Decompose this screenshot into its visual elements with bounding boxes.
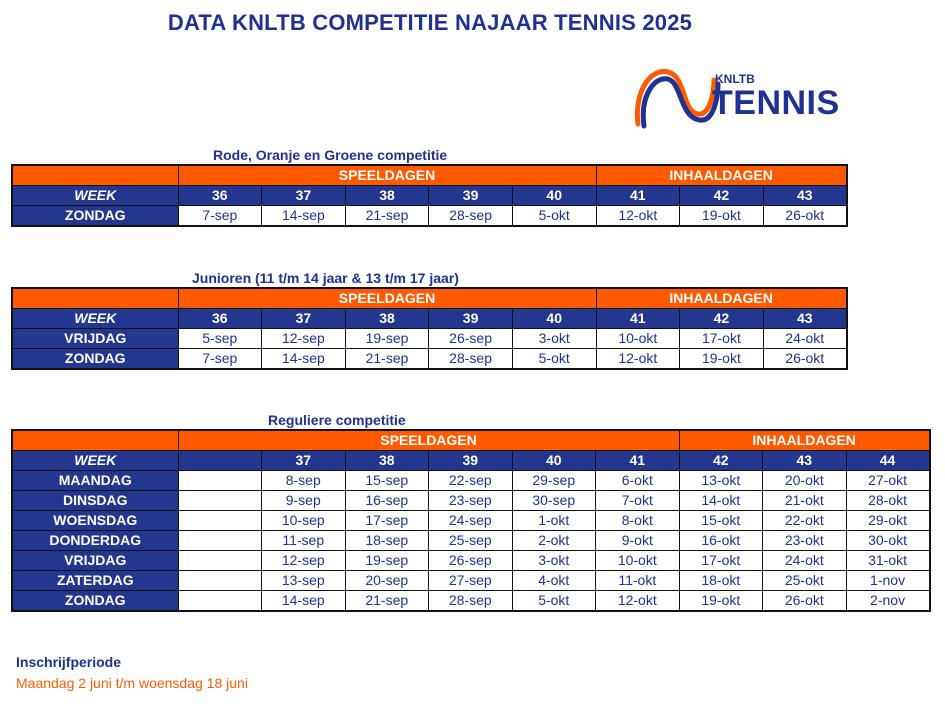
table-row xyxy=(12,511,930,531)
date-cell xyxy=(178,571,262,591)
date-cell: 16-okt xyxy=(679,531,763,551)
date-cell: 14-sep xyxy=(262,206,346,227)
date-cell xyxy=(178,531,262,551)
date-cell: 12-sep xyxy=(262,551,346,571)
date-cell: 26-okt xyxy=(763,591,847,612)
date-cell: 4-okt xyxy=(512,571,596,591)
date-cell: 12-okt xyxy=(596,206,680,227)
date-cell: 7-okt xyxy=(596,491,680,511)
table-row xyxy=(12,349,847,370)
date-cell: 12-okt xyxy=(596,591,680,612)
week-cell: 41 xyxy=(596,186,680,206)
date-cell: 28-okt xyxy=(846,491,930,511)
week-row xyxy=(12,309,847,329)
week-row xyxy=(12,186,847,206)
date-cell: 1-nov xyxy=(846,571,930,591)
date-cell: 18-okt xyxy=(679,571,763,591)
week-cell: 36 xyxy=(178,309,262,329)
empty-header-cell xyxy=(12,165,178,186)
date-cell: 19-okt xyxy=(680,349,764,370)
date-cell: 19-sep xyxy=(345,551,429,571)
week-label: WEEK xyxy=(12,309,178,329)
day-label: VRIJDAG xyxy=(12,551,178,571)
date-cell: 2-nov xyxy=(846,591,930,612)
inhaaldagen-header: INHAALDAGEN xyxy=(679,430,930,451)
table-row xyxy=(12,571,930,591)
table-reguliere-competitie xyxy=(11,429,931,612)
speeldagen-header: SPEELDAGEN xyxy=(178,288,596,309)
week-cell: 42 xyxy=(679,451,763,471)
empty-header-cell xyxy=(12,288,178,309)
table-row xyxy=(12,531,930,551)
week-cell: 38 xyxy=(345,309,429,329)
date-cell: 19-sep xyxy=(345,329,429,349)
date-cell: 14-sep xyxy=(262,349,346,370)
week-cell: 43 xyxy=(763,451,847,471)
date-cell: 28-sep xyxy=(429,349,513,370)
date-cell: 22-sep xyxy=(429,471,513,491)
date-cell xyxy=(178,511,262,531)
date-cell: 10-sep xyxy=(262,511,346,531)
date-cell: 27-okt xyxy=(846,471,930,491)
week-cell: 44 xyxy=(846,451,930,471)
day-label: ZONDAG xyxy=(12,206,178,227)
speeldagen-header: SPEELDAGEN xyxy=(178,430,679,451)
date-cell: 5-okt xyxy=(512,206,596,227)
week-cell: 43 xyxy=(763,309,847,329)
table-header-row xyxy=(12,165,847,186)
registration-title: Inschrijfperiode xyxy=(16,654,122,670)
week-cell: 37 xyxy=(262,309,346,329)
week-cell: 40 xyxy=(512,186,596,206)
table-header-row xyxy=(12,288,847,309)
date-cell: 7-sep xyxy=(178,206,262,227)
date-cell: 26-okt xyxy=(763,349,847,370)
date-cell xyxy=(178,471,262,491)
week-cell: 39 xyxy=(429,451,513,471)
date-cell: 25-sep xyxy=(429,531,513,551)
date-cell: 24-okt xyxy=(763,551,847,571)
date-cell: 24-sep xyxy=(429,511,513,531)
date-cell: 17-okt xyxy=(679,551,763,571)
date-cell: 2-okt xyxy=(512,531,596,551)
date-cell: 30-okt xyxy=(846,531,930,551)
date-cell: 19-okt xyxy=(680,206,764,227)
table-row xyxy=(12,491,930,511)
week-cell xyxy=(178,451,262,471)
date-cell: 30-sep xyxy=(512,491,596,511)
day-label: ZONDAG xyxy=(12,591,178,612)
week-cell: 41 xyxy=(596,451,680,471)
date-cell: 5-okt xyxy=(512,349,596,370)
date-cell: 11-sep xyxy=(262,531,346,551)
date-cell: 6-okt xyxy=(596,471,680,491)
date-cell: 21-sep xyxy=(345,206,429,227)
week-cell: 38 xyxy=(345,451,429,471)
empty-header-cell xyxy=(12,430,178,451)
week-cell: 39 xyxy=(429,309,513,329)
table2-caption: Junioren (11 t/m 14 jaar & 13 t/m 17 jaar) xyxy=(192,270,459,286)
logo-tennis-text: TENNIS xyxy=(712,84,840,122)
week-row xyxy=(12,451,930,471)
week-cell: 37 xyxy=(262,186,346,206)
date-cell: 21-sep xyxy=(345,349,429,370)
day-label: DONDERDAG xyxy=(12,531,178,551)
date-cell: 13-sep xyxy=(262,571,346,591)
date-cell: 29-okt xyxy=(846,511,930,531)
date-cell: 8-sep xyxy=(262,471,346,491)
week-cell: 36 xyxy=(178,186,262,206)
date-cell: 23-okt xyxy=(763,531,847,551)
registration-text: Maandag 2 juni t/m woensdag 18 juni xyxy=(16,675,248,691)
date-cell: 23-sep xyxy=(429,491,513,511)
week-cell: 40 xyxy=(512,451,596,471)
date-cell: 17-okt xyxy=(680,329,764,349)
date-cell: 25-okt xyxy=(763,571,847,591)
date-cell: 17-sep xyxy=(345,511,429,531)
date-cell: 21-okt xyxy=(763,491,847,511)
date-cell: 31-okt xyxy=(846,551,930,571)
table-junioren-competitie xyxy=(11,287,848,370)
date-cell: 20-sep xyxy=(345,571,429,591)
date-cell: 26-okt xyxy=(763,206,847,227)
date-cell: 28-sep xyxy=(429,591,513,612)
date-cell: 3-okt xyxy=(512,551,596,571)
date-cell: 29-sep xyxy=(512,471,596,491)
page-title: DATA KNLTB COMPETITIE NAJAAR TENNIS 2025 xyxy=(167,10,693,35)
date-cell: 22-okt xyxy=(763,511,847,531)
date-cell: 12-okt xyxy=(596,349,680,370)
date-cell: 28-sep xyxy=(429,206,513,227)
table3-caption: Reguliere competitie xyxy=(268,412,406,428)
date-cell: 15-okt xyxy=(679,511,763,531)
date-cell: 19-okt xyxy=(679,591,763,612)
week-cell: 39 xyxy=(429,186,513,206)
day-label: DINSDAG xyxy=(12,491,178,511)
date-cell: 24-okt xyxy=(763,329,847,349)
date-cell: 16-sep xyxy=(345,491,429,511)
week-cell: 40 xyxy=(512,309,596,329)
date-cell: 11-okt xyxy=(596,571,680,591)
week-label: WEEK xyxy=(12,186,178,206)
date-cell: 26-sep xyxy=(429,329,513,349)
date-cell: 14-okt xyxy=(679,491,763,511)
date-cell: 14-sep xyxy=(262,591,346,612)
week-cell: 41 xyxy=(596,309,680,329)
day-label: VRIJDAG xyxy=(12,329,178,349)
date-cell: 10-okt xyxy=(596,551,680,571)
date-cell: 8-okt xyxy=(596,511,680,531)
table-header-row xyxy=(12,430,930,451)
date-cell: 5-sep xyxy=(178,329,262,349)
week-cell: 42 xyxy=(680,309,764,329)
date-cell xyxy=(178,591,262,612)
inhaaldagen-header: INHAALDAGEN xyxy=(596,288,847,309)
logo-knltb-text: KNLTB xyxy=(715,72,755,86)
date-cell: 20-okt xyxy=(763,471,847,491)
date-cell: 15-sep xyxy=(345,471,429,491)
day-label: MAANDAG xyxy=(12,471,178,491)
week-cell: 38 xyxy=(345,186,429,206)
date-cell: 26-sep xyxy=(429,551,513,571)
date-cell: 3-okt xyxy=(512,329,596,349)
date-cell xyxy=(178,491,262,511)
table-row xyxy=(12,551,930,571)
date-cell: 9-okt xyxy=(596,531,680,551)
inhaaldagen-header: INHAALDAGEN xyxy=(596,165,847,186)
date-cell: 13-okt xyxy=(679,471,763,491)
table1-caption: Rode, Oranje en Groene competitie xyxy=(213,147,448,163)
day-label: ZATERDAG xyxy=(12,571,178,591)
week-cell: 43 xyxy=(763,186,847,206)
date-cell: 5-okt xyxy=(512,591,596,612)
speeldagen-header: SPEELDAGEN xyxy=(178,165,596,186)
date-cell: 27-sep xyxy=(429,571,513,591)
table-row xyxy=(12,329,847,349)
table-row xyxy=(12,206,847,227)
table-rog-competitie xyxy=(11,164,848,227)
week-label: WEEK xyxy=(12,451,178,471)
day-label: WOENSDAG xyxy=(12,511,178,531)
table-row xyxy=(12,471,930,491)
date-cell: 1-okt xyxy=(512,511,596,531)
date-cell: 12-sep xyxy=(262,329,346,349)
date-cell: 9-sep xyxy=(262,491,346,511)
date-cell: 21-sep xyxy=(345,591,429,612)
date-cell: 7-sep xyxy=(178,349,262,370)
day-label: ZONDAG xyxy=(12,349,178,370)
week-cell: 42 xyxy=(680,186,764,206)
date-cell: 10-okt xyxy=(596,329,680,349)
table-row xyxy=(12,591,930,612)
date-cell xyxy=(178,551,262,571)
date-cell: 18-sep xyxy=(345,531,429,551)
week-cell: 37 xyxy=(262,451,346,471)
